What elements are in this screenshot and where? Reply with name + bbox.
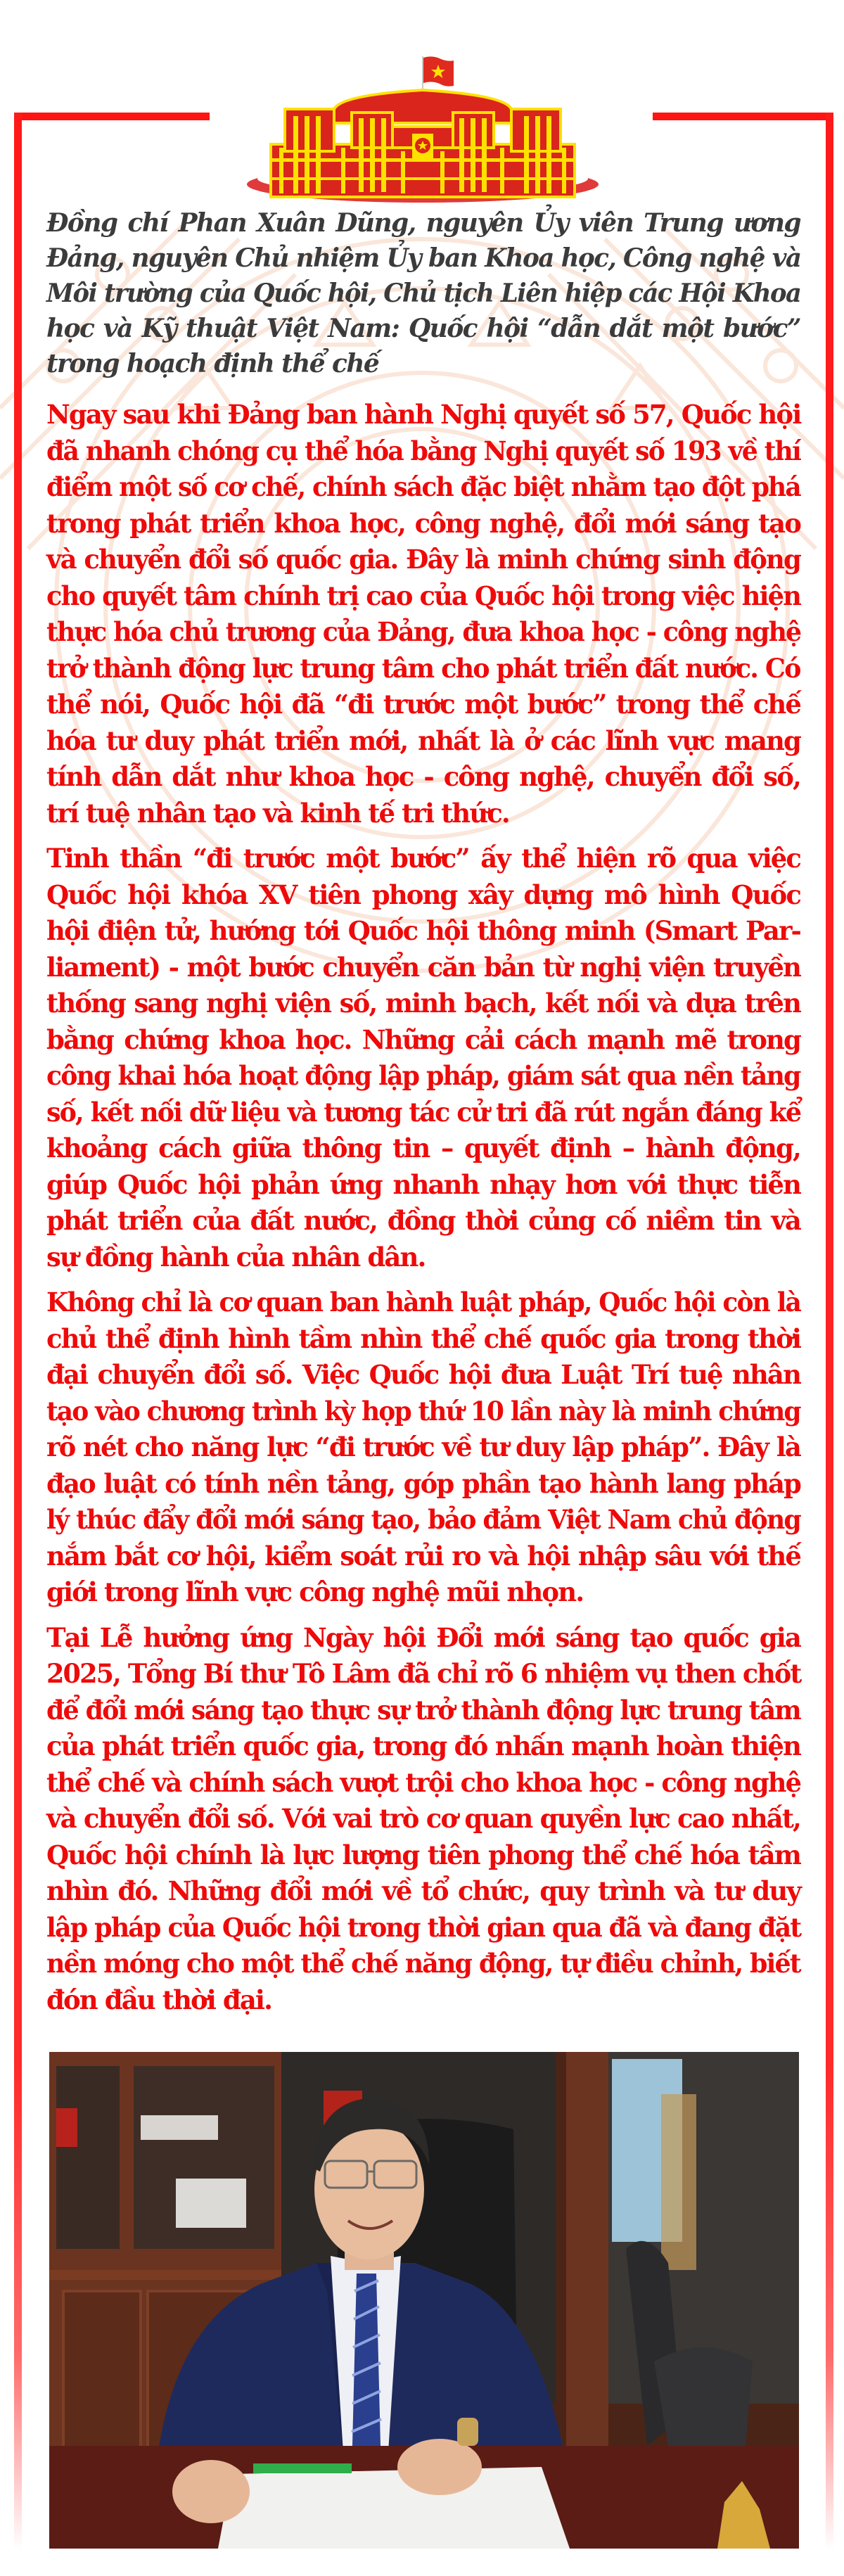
paragraph-line: đã nhanh chóng cụ thể hóa bằng Nghị quyết số 193 về thí (46, 435, 800, 466)
frame-left-bar (14, 113, 22, 2550)
intro-line: Môi trường của Quốc hội, Chủ tịch Liên hiệp các Hội Khoa (46, 279, 801, 308)
paragraph-1 (46, 397, 800, 831)
paragraph-line: trong phát triển khoa học, công nghệ, đổi mới sáng tạo (46, 507, 800, 539)
paragraph-line: thống sang nghị viện số, minh bạch, kết nối và dựa trên (46, 988, 800, 1019)
paragraph-line: Không chỉ là cơ quan ban hành luật pháp, Quốc hội còn là (46, 1287, 801, 1318)
intro-line: Đảng, nguyên Chủ nhiệm Ủy ban Khoa học, Công nghệ và (46, 243, 801, 273)
paragraph-line: nhìn đó. Những đổi mới về tổ chức, quy trình và tư duy (46, 1875, 800, 1906)
vietnam-flag-icon (423, 56, 454, 90)
paragraph-line: điểm một số cơ chế, chính sách đặc biệt nhằm tạo đột phá (46, 471, 800, 502)
paragraph-line: tạo vào chương trình kỳ họp thứ 10 lần này là minh chứng (46, 1395, 800, 1427)
paragraph-line: giới trong lĩnh vực công nghệ mũi nhọn. (46, 1576, 584, 1607)
intro-line: trong hoạch định thể chế (46, 349, 379, 378)
paragraph-line: đạo luật có tính nền tảng, góp phần tạo hành lang pháp (46, 1467, 800, 1499)
paragraph-line: trở thành động lực trung tâm cho phát triển đất nước. Có (46, 652, 800, 684)
paragraph-line: Tinh thần “đi trước một bước” ấy thể hiện rõ qua việc (46, 843, 800, 874)
paragraph-line: đón đầu thời đại. (46, 1984, 272, 2015)
paragraph-line: để đổi mới sáng tạo thực sự trở thành động lực trung tâm (46, 1694, 800, 1726)
paragraph-line: cho quyết tâm chính trị cao của Quốc hội trong việc hiện (46, 580, 801, 611)
paragraph-3 (46, 1284, 800, 1611)
paragraph-line: rõ nét cho năng lực “đi trước về tư duy lập pháp”. Đây là (46, 1432, 800, 1462)
portrait-photo (49, 2052, 799, 2549)
paragraph-line: phát triển của đất nước, đồng thời củng cố niềm tin và (46, 1205, 800, 1236)
paragraph-line: giúp Quốc hội phản ứng nhanh nhạy hơn với thực tiễn (46, 1168, 800, 1200)
paragraph-line: thể chế và chính sách vượt trội cho khoa học - công nghệ (46, 1766, 801, 1798)
paragraph-line: hội điện tử, hướng tới Quốc hội thông minh (Smart Par- (46, 915, 800, 946)
paragraph-line: chủ thể định hình tầm nhìn thể chế quốc gia trong thời (46, 1322, 800, 1354)
paragraph-line: Ngay sau khi Đảng ban hành Nghị quyết số 57, Quốc hội (46, 399, 801, 430)
paragraph-line: tính dẫn dắt như khoa học - công nghệ, chuyển đổi số, (46, 761, 800, 792)
paragraph-line: và chuyển đổi số quốc gia. Đây là minh chứng sinh động (46, 544, 800, 575)
paragraph-line: lý thúc đẩy đổi mới sáng tạo, bảo đảm Việt Nam chủ động (46, 1504, 800, 1535)
paragraph-2 (46, 841, 800, 1275)
paragraph-line: của phát triển quốc gia, trong đó nhấn mạnh hoàn thiện (46, 1730, 800, 1761)
paragraph-line: sự đồng hành của nhân dân. (46, 1241, 426, 1273)
paragraph-line: công khai hóa hoạt động lập pháp, giám sát qua nền tảng (46, 1060, 800, 1091)
article-content (46, 205, 800, 2027)
frame-right-bar (826, 113, 833, 2550)
paragraph-line: Quốc hội khóa XV tiên phong xây dựng mô hình Quốc (46, 879, 800, 910)
paragraph-line: thực hóa chủ trương của Đảng, đưa khoa học - công nghệ (46, 616, 801, 647)
intro-line: Đồng chí Phan Xuân Dũng, nguyên Ủy viên Trung ương (46, 208, 800, 238)
paragraph-line: liament) - một bước chuyển căn bản từ nghị viện truyền (46, 951, 800, 983)
frame-top-right-bar (653, 113, 833, 120)
paragraph-line: khoảng cách giữa thông tin – quyết định – hành động, (46, 1133, 800, 1163)
paragraph-line: nền móng cho một thể chế năng động, tự điều chỉnh, biết (46, 1948, 800, 1979)
paragraph-line: thể nói, Quốc hội đã “đi trước một bước” trong thể chế (46, 689, 800, 720)
frame-top-left-bar (14, 113, 210, 120)
paragraph-line: số, kết nối dữ liệu và tương tác cử tri đã rút ngắn đáng kể (46, 1096, 801, 1128)
paragraph-line: đại chuyển đổi số. Việc Quốc hội đưa Luật Trí tuệ nhân (46, 1359, 800, 1390)
paragraph-line: và chuyển đổi số. Với vai trò cơ quan quyền lực cao nhất, (46, 1803, 800, 1834)
paragraph-line: Tại Lễ hưởng ứng Ngày hội Đổi mới sáng tạo quốc gia (46, 1621, 800, 1653)
intro-line: học và Kỹ thuật Việt Nam: Quốc hội “dẫn dắt một bước” (46, 314, 800, 343)
paragraph-line: 2025, Tổng Bí thư Tô Lâm đã chỉ rõ 6 nhiệm vụ then chốt (46, 1658, 801, 1689)
paragraph-4 (46, 1620, 800, 2019)
portrait-illustration (49, 2052, 799, 2549)
paragraph-line: bằng chứng khoa học. Những cải cách mạnh mẽ trong (46, 1024, 800, 1055)
paragraph-line: hóa tư duy phát triển mới, nhất là ở các lĩnh vực mang (46, 725, 800, 756)
paragraph-line: lập pháp của Quốc hội trong thời gian qua đã và đang đặt (46, 1911, 801, 1943)
paragraph-line: Quốc hội chính là lực lượng tiên phong thể chế hóa tầm (46, 1839, 800, 1870)
national-assembly-building-logo (243, 28, 603, 204)
paragraph-line: nắm bắt cơ hội, kiểm soát rủi ro và hội nhập sâu với thế (46, 1540, 800, 1571)
paragraph-line: trí tuệ nhân tạo và kinh tế tri thức. (46, 797, 509, 829)
intro-headline (46, 205, 800, 381)
